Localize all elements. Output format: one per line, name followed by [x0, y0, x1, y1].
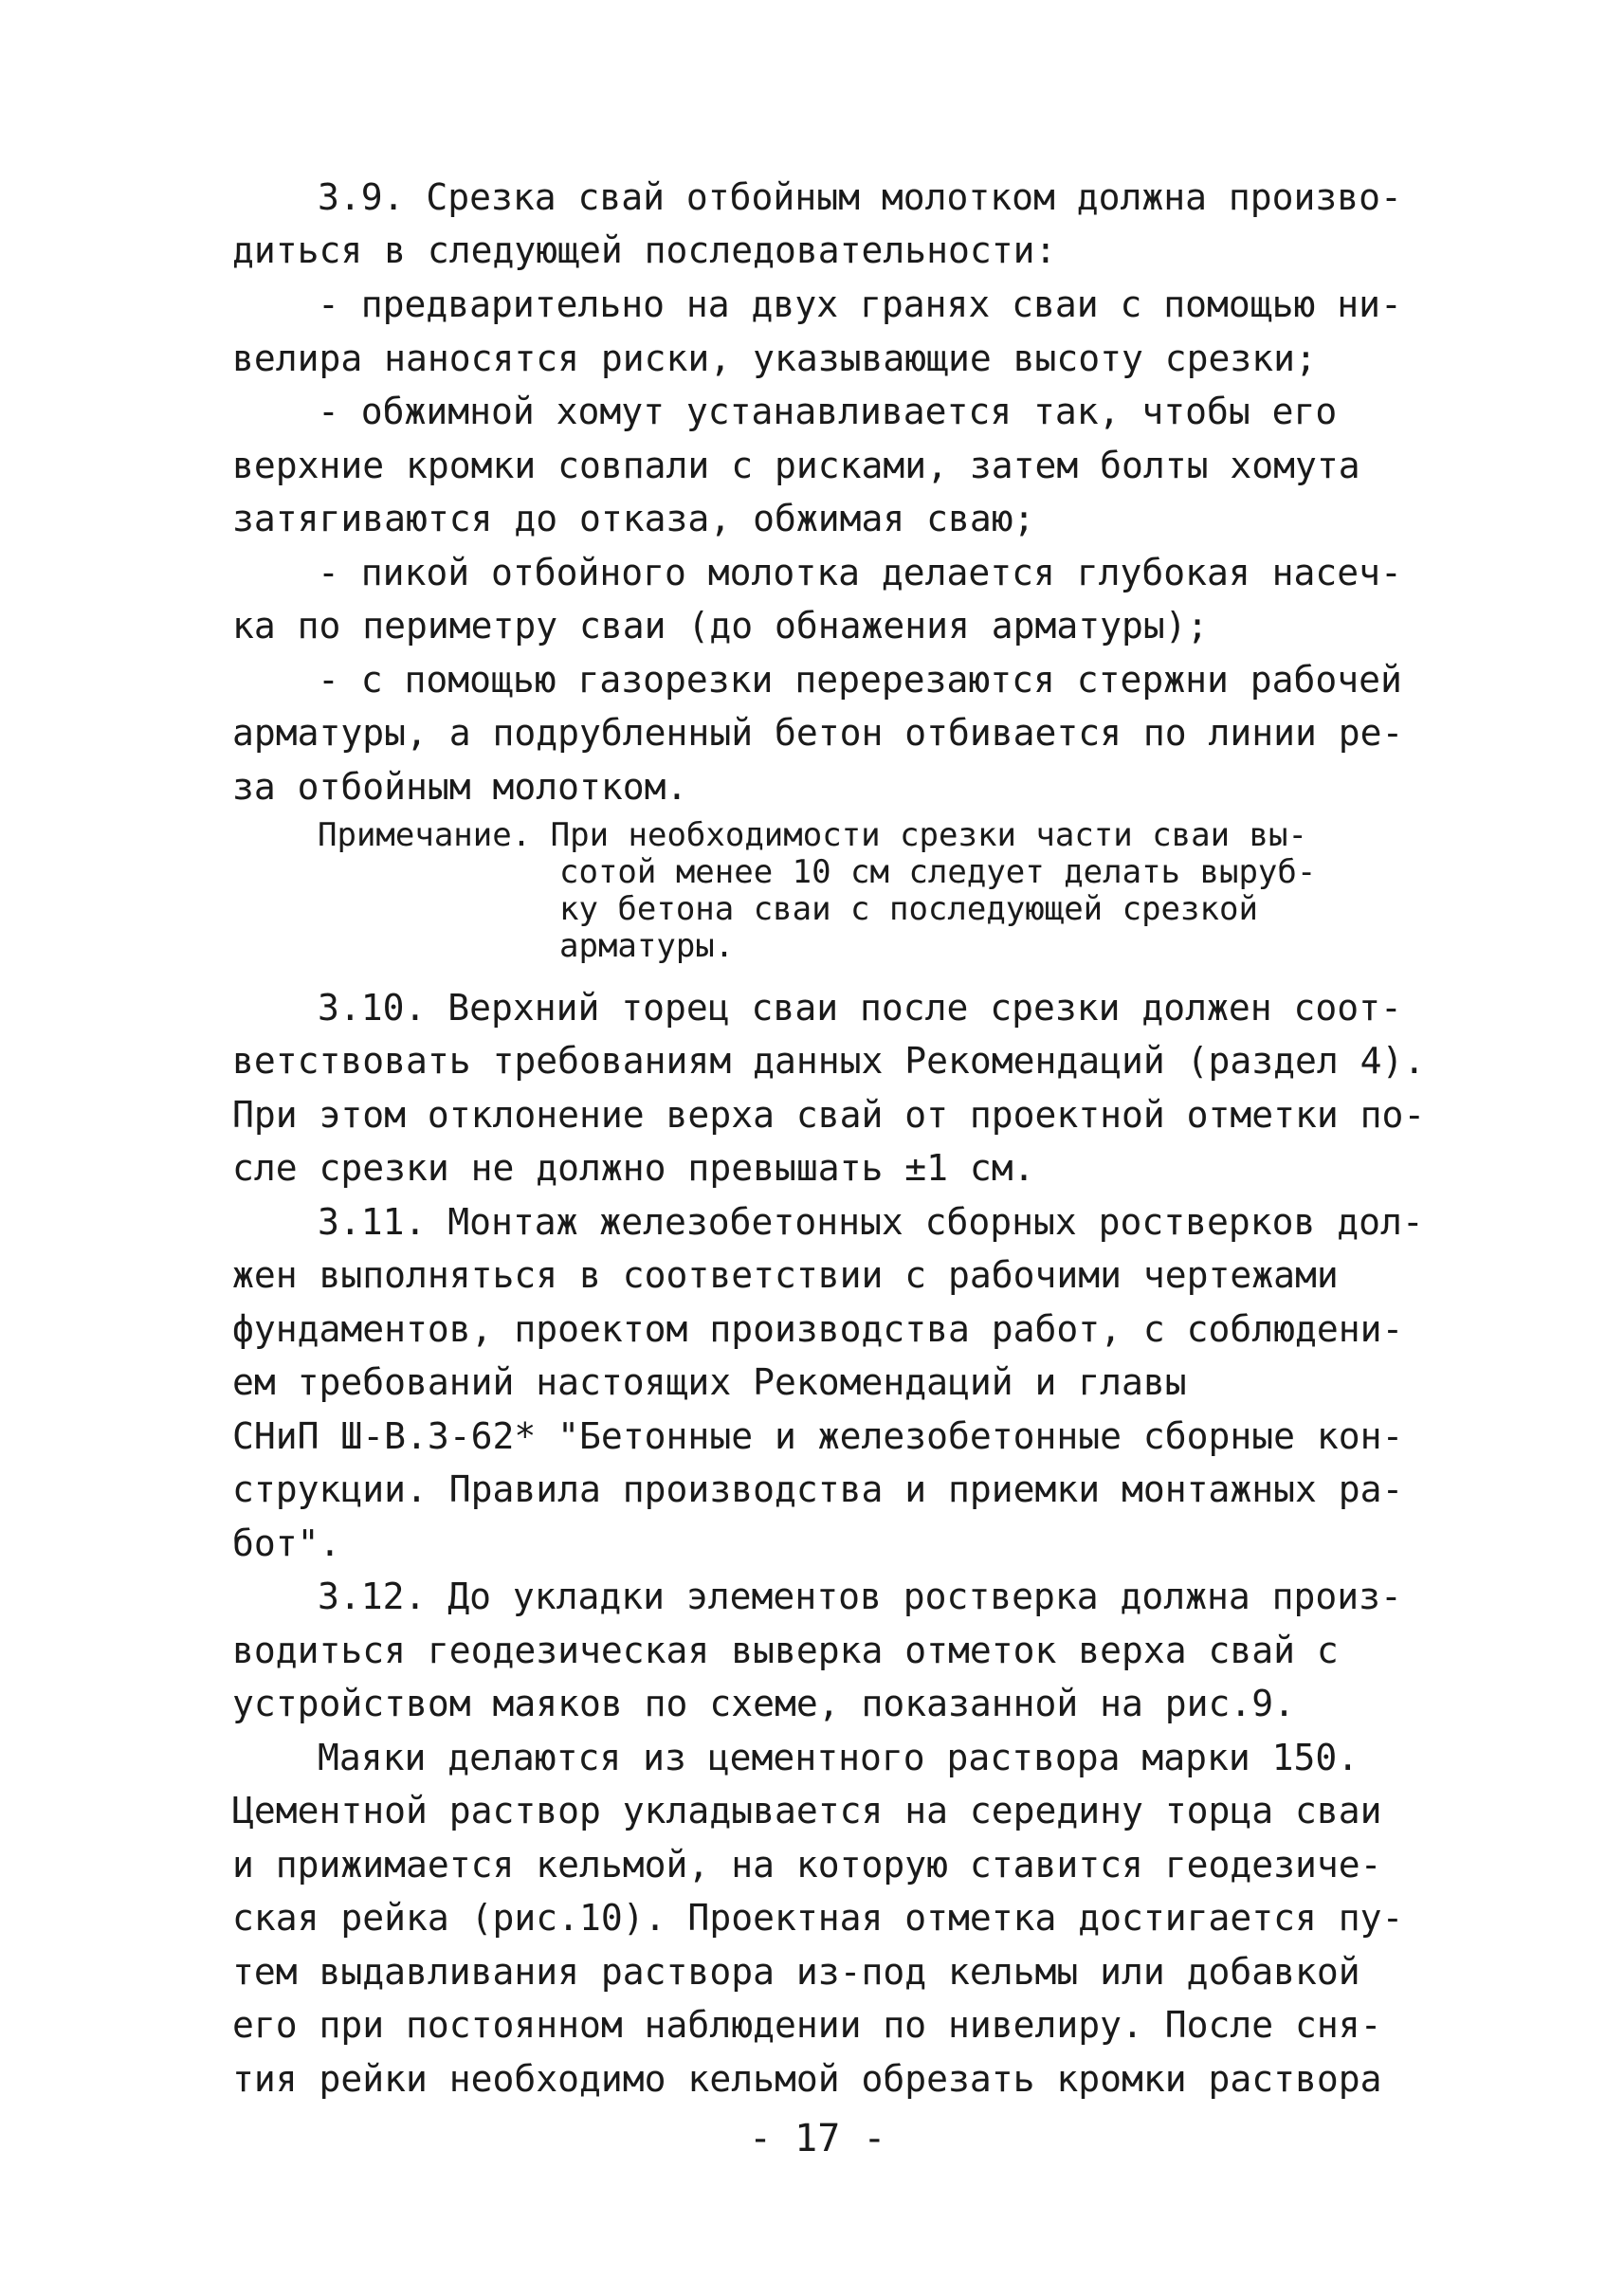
text-line: Маяки делаются из цементного раствора марки 150.: [318, 1737, 1359, 1778]
text-line: ем требований настоящих Рекомендаций и главы: [232, 1361, 1187, 1403]
text-line: 3.9. Срезка свай отбойным молотком должна произво-: [318, 176, 1402, 218]
text-line: арматуры, а подрубленный бетон отбивается по линии ре-: [232, 712, 1404, 754]
note-line: ку бетона сваи с последующей срезкой: [559, 890, 1258, 928]
text-line: и прижимается кельмой, на которую ставится геодезиче-: [232, 1844, 1382, 1886]
text-line: устройством маяков по схеме, показанной на рис.9.: [232, 1683, 1296, 1724]
note-line: арматуры.: [559, 927, 735, 965]
note-line: сотой менее 10 см следует делать выруб-: [559, 853, 1317, 891]
text-line: ветствовать требованиям данных Рекомендаций (раздел 4).: [232, 1040, 1426, 1082]
text-line: бот".: [232, 1522, 341, 1564]
text-line: - пикой отбойного молотка делается глубокая насеч-: [318, 552, 1402, 593]
text-line: ка по периметру сваи (до обнажения арматуры);: [232, 605, 1209, 647]
text-line: затягиваются до отказа, обжимая сваю;: [232, 498, 1035, 539]
text-line: - предварительно на двух гранях сваи с помощью ни-: [318, 283, 1402, 325]
text-line: ская рейка (рис.10). Проектная отметка достигается пу-: [232, 1897, 1404, 1939]
text-line: - с помощью газорезки перерезаются стержни рабочей: [318, 659, 1402, 701]
text-line: 3.12. До укладки элементов ростверка должна произ-: [318, 1576, 1402, 1617]
text-line: тем выдавливания раствора из-под кельмы или добавкой: [232, 1951, 1360, 1993]
text-line: сле срезки не должно превышать ±1 см.: [232, 1147, 1035, 1189]
text-line: верхние кромки совпали с рисками, затем болты хомута: [232, 445, 1360, 486]
text-line: струкции. Правила производства и приемки монтажных ра-: [232, 1468, 1404, 1510]
text-line: При этом отклонение верха свай от проектной отметки по-: [232, 1094, 1426, 1136]
text-line: 3.11. Монтаж железобетонных сборных ростверков дол-: [318, 1201, 1424, 1243]
text-line: - обжимной хомут устанавливается так, чтобы его: [318, 391, 1338, 432]
text-line: 3.10. Верхний торец сваи после срезки должен соот-: [318, 987, 1402, 1029]
text-line: Цементной раствор укладывается на середину торца сваи: [232, 1790, 1382, 1831]
note-line: Примечание. При необходимости срезки части сваи вы-: [318, 816, 1307, 854]
text-line: СНиП Ш-В.3-62* "Бетонные и железобетонные сборные кон-: [232, 1415, 1404, 1457]
text-line: велира наносятся риски, указывающие высоту срезки;: [232, 337, 1317, 379]
page-number: - 17 -: [749, 2117, 886, 2160]
text-line: тия рейки необходимо кельмой обрезать кромки раствора: [232, 2058, 1382, 2100]
text-line: жен выполняться в соответствии с рабочими чертежами: [232, 1254, 1339, 1296]
text-line: водиться геодезическая выверка отметок верха свай с: [232, 1630, 1339, 1671]
text-line: диться в следующей последовательности:: [232, 229, 1057, 271]
text-line: за отбойным молотком.: [232, 766, 688, 808]
text-line: фундаментов, проектом производства работ, с соблюдени-: [232, 1308, 1404, 1350]
text-line: его при постоянном наблюдении по нивелиру. После сня-: [232, 2004, 1382, 2046]
